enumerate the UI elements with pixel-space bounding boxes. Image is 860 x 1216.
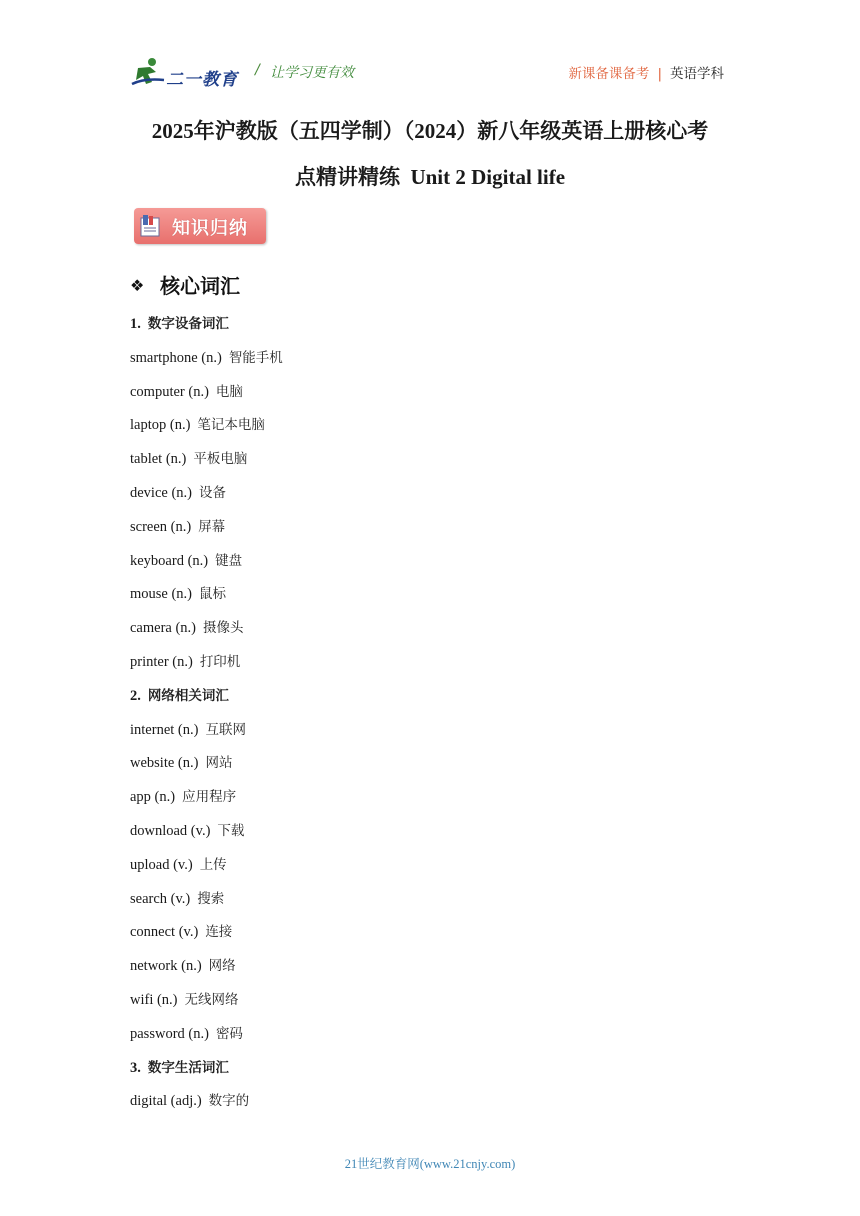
header-slash: / <box>255 62 260 78</box>
vocab-item: search (v.) 搜索 <box>130 890 225 907</box>
vocab-item: download (v.) 下载 <box>130 822 245 839</box>
header-tag-subject: 英语学科 <box>670 66 724 82</box>
vocab-item: smartphone (n.) 智能手机 <box>130 349 283 366</box>
vocab-item: upload (v.) 上传 <box>130 856 227 873</box>
section-heading <box>130 270 240 299</box>
vocab-item: screen (n.) 屏幕 <box>130 518 226 535</box>
vocab-item: digital (adj.) 数字的 <box>130 1093 250 1110</box>
diamond-bullet-icon: ❖ <box>130 276 145 295</box>
vocab-item: camera (n.) 摄像头 <box>130 620 244 637</box>
vocab-item: app (n.) 应用程序 <box>130 789 237 806</box>
vocab-item: printer (n.) 打印机 <box>130 653 241 670</box>
header-separator: | <box>657 66 662 82</box>
vocab-item: wifi (n.) 无线网络 <box>130 991 239 1008</box>
vocab-item: laptop (n.) 笔记本电脑 <box>130 417 265 434</box>
vocab-item: tablet (n.) 平板电脑 <box>130 451 248 468</box>
vocab-item: password (n.) 密码 <box>130 1025 243 1042</box>
title-line-1: 2025年沪教版（五四学制）（2024）新八年级英语上册核心考 <box>151 119 709 143</box>
badge-label: 知识归纳 <box>172 218 248 239</box>
knowledge-summary-badge <box>134 208 266 244</box>
header-slogan: 让学习更有效 <box>270 65 354 81</box>
section-heading-text: 核心词汇 <box>160 274 240 298</box>
page-footer[interactable]: 21世纪教育网(www.21cnjy.com) <box>344 1157 516 1171</box>
category-heading: 1. 数字设备词汇 <box>130 316 229 332</box>
runner-logo-icon <box>130 56 166 90</box>
vocab-item: device (n.) 设备 <box>130 484 226 501</box>
vocab-item: keyboard (n.) 键盘 <box>130 552 243 569</box>
header-right <box>568 62 724 82</box>
title-line-2: 点精讲精练 Unit 2 Digital life <box>294 165 566 189</box>
site-logo <box>130 56 242 90</box>
vocab-item: mouse (n.) 鼠标 <box>130 586 227 603</box>
category-heading: 2. 网络相关词汇 <box>130 687 229 704</box>
vocab-item: network (n.) 网络 <box>130 958 236 975</box>
vocab-item: internet (n.) 互联网 <box>130 721 246 738</box>
category-heading: 3. 数字生活词汇 <box>130 1059 229 1076</box>
book-icon <box>140 214 160 238</box>
vocab-item: website (n.) 网站 <box>130 755 233 772</box>
vocab-item: computer (n.) 电脑 <box>130 383 243 400</box>
logo-text: 二一教育 <box>166 70 238 90</box>
vocab-item: connect (v.) 连接 <box>130 924 233 941</box>
page-header <box>130 52 730 92</box>
header-tag-prep: 新课备课备考 <box>568 66 650 82</box>
vocabulary-list <box>130 310 730 1121</box>
page-title <box>100 108 760 200</box>
